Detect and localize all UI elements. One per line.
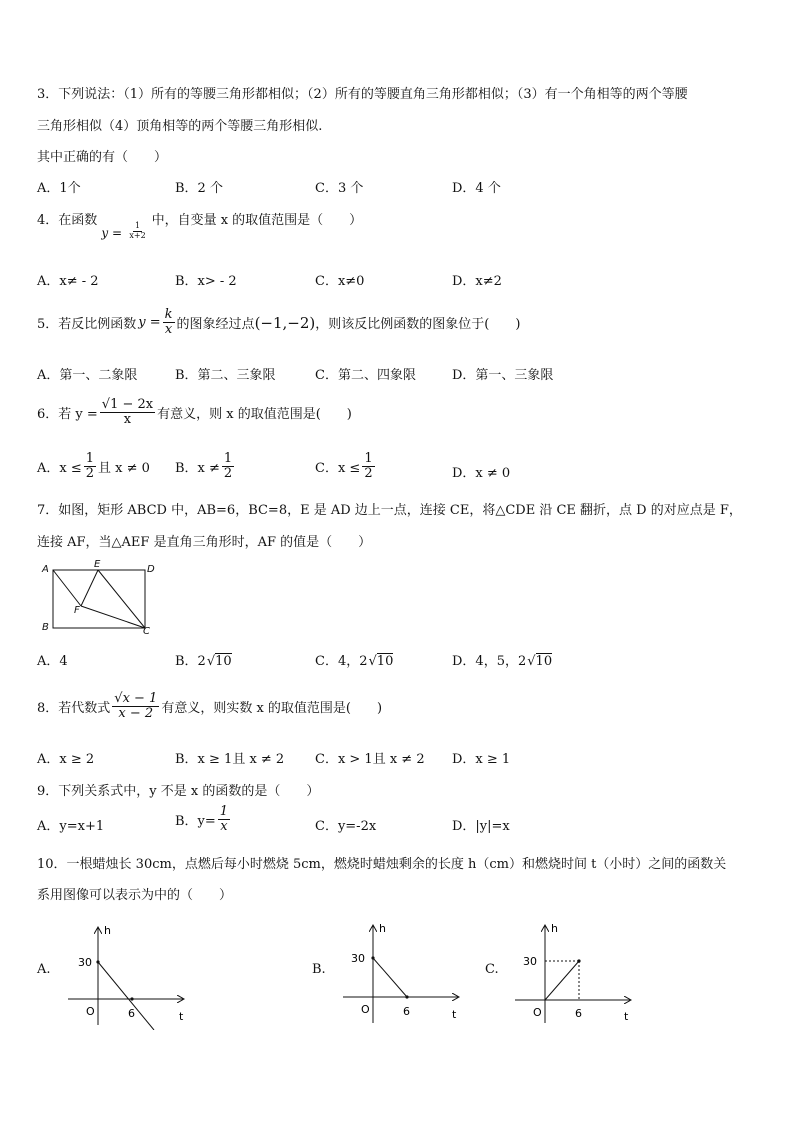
- q5-post: ，则该反比例函数的图象位于( ): [315, 317, 521, 333]
- q6-option-b-fraction: [222, 452, 234, 482]
- graph-c-label[interactable]: C.: [485, 962, 499, 977]
- graph-a-y-tick: 30: [78, 956, 92, 969]
- q7-option-a[interactable]: A．4: [37, 654, 68, 669]
- q9-option-d[interactable]: D．|y|=x: [452, 819, 510, 834]
- graph-b-line: [373, 958, 407, 997]
- graph-c-line: [545, 961, 579, 1000]
- q6-option-d[interactable]: D．x ≠ 0: [452, 466, 511, 481]
- graph-a-h-label: h: [104, 924, 111, 937]
- q5-mid: 的图象经过点: [176, 317, 255, 333]
- q5-point: (−1,−2): [254, 313, 316, 332]
- segment-fc: [81, 606, 145, 628]
- q6-option-a-post: 且 x ≠ 0: [98, 461, 150, 477]
- q8-option-c[interactable]: C．x > 1且 x ≠ 2: [315, 752, 425, 767]
- q7-line2: 连接 AF，当△AEF 是直角三角形时，AF 的值是（ ）: [37, 535, 372, 550]
- q8-stem: [37, 692, 382, 722]
- q7-option-c-radicand: 10: [376, 654, 394, 669]
- q5-option-d[interactable]: D．第一、三象限: [452, 368, 554, 383]
- label-f: F: [74, 605, 80, 616]
- q4-post: 中，自变量 x 的取值范围是（ ）: [151, 213, 363, 228]
- q7-options: [37, 650, 757, 670]
- q3-line3: 其中正确的有（ ）: [37, 150, 168, 165]
- q3-line1: 3．下列说法：（1）所有的等腰三角形都相似；（2）所有的等腰直角三角形都相似；（3）有一个角相等的两个等腰: [37, 87, 688, 102]
- q7-option-b-pre: B．2: [175, 654, 206, 669]
- q9-option-b-fraction: [218, 805, 230, 835]
- graph-b-h-label: h: [379, 922, 386, 935]
- graph-a-point-30: [96, 960, 99, 963]
- q6-stem: [37, 398, 352, 428]
- graph-c-origin: O: [533, 1006, 542, 1019]
- q5-option-a[interactable]: A．第一、二象限: [37, 368, 138, 383]
- q5-options: [37, 364, 757, 384]
- graph-a-t-label: t: [179, 1010, 184, 1023]
- q5-stem: [37, 308, 520, 338]
- q6-pre: 6．若 y =: [37, 407, 98, 423]
- q4-pre: 4．在函数: [37, 213, 98, 228]
- q8-option-d[interactable]: D．x ≥ 1: [452, 752, 511, 767]
- q4-option-b[interactable]: B．x> - 2: [175, 274, 237, 289]
- segment-ef: [81, 570, 98, 606]
- q9-option-b-den: x: [220, 819, 228, 835]
- label-e: E: [94, 560, 101, 570]
- graph-c-t-label: t: [624, 1010, 629, 1023]
- q5-pre: 5．若反比例函数: [37, 317, 137, 333]
- q8-formula-den: x − 2: [118, 706, 154, 722]
- label-d: D: [147, 564, 155, 575]
- q7-option-d-radicand: 10: [535, 654, 553, 669]
- q8-formula-fraction: [112, 692, 159, 722]
- graph-a-x-tick: 6: [128, 1007, 135, 1020]
- q6-option-b-pre: B．x ≠: [175, 461, 220, 477]
- q4-option-d[interactable]: D．x≠2: [452, 274, 502, 289]
- label-b: B: [42, 622, 49, 633]
- q6-option-a[interactable]: [37, 452, 150, 482]
- q3-option-d[interactable]: D．4 个: [452, 181, 501, 196]
- graph-b: [333, 918, 463, 1028]
- q7-line1: 7．如图，矩形 ABCD 中，AB=6，BC=8，E 是 AD 边上一点，连接 CE，将△CDE 沿 CE 翻折，点 D 的对应点是 F，: [37, 503, 742, 518]
- q4-formula-num: 1: [135, 221, 141, 230]
- q6-formula-den: x: [123, 412, 132, 428]
- rectangle-abcd: [53, 570, 145, 628]
- q4-formula-den: x+2: [129, 230, 146, 240]
- q5-formula-y: y =: [138, 315, 161, 331]
- q8-options: [37, 748, 757, 768]
- q3-options: [37, 177, 757, 197]
- graph-a-point-6: [130, 997, 133, 1000]
- q5-formula-den: x: [164, 322, 173, 338]
- graph-a-origin: O: [86, 1005, 95, 1018]
- q9-option-a[interactable]: A．y=x+1: [37, 819, 105, 834]
- q9-line: 9．下列关系式中，y 不是 x 的函数的是（ ）: [37, 784, 320, 799]
- q3-option-c[interactable]: C．3 个: [315, 181, 364, 196]
- q4-options: [37, 270, 757, 290]
- q4-option-a[interactable]: A．x≠ - 2: [37, 274, 99, 289]
- q6-option-a-fraction: [84, 452, 96, 482]
- q7-option-d[interactable]: D．4，5，2√10: [452, 654, 553, 669]
- q3-option-a[interactable]: A．1个: [37, 181, 81, 196]
- graph-a-line: [98, 962, 154, 1030]
- graph-b-x-tick: 6: [403, 1005, 410, 1018]
- q6-post: 有意义，则 x 的取值范围是( ): [157, 407, 352, 423]
- q5-option-c[interactable]: C．第二、四象限: [315, 368, 416, 383]
- graph-b-t-label: t: [452, 1008, 457, 1021]
- q7-option-b[interactable]: B．2√10: [175, 654, 232, 669]
- graph-b-point-6: [405, 995, 408, 998]
- graph-a: [58, 920, 188, 1030]
- q8-formula-num: √x − 1: [114, 691, 158, 706]
- q6-formula-num: √1 − 2x: [101, 397, 154, 412]
- graph-c: [505, 918, 635, 1028]
- q4-stem: [37, 209, 363, 240]
- q5-formula-fraction: [163, 308, 175, 338]
- q10-line2: 系用图像可以表示为中的（ ）: [37, 888, 233, 903]
- q9-options: [37, 805, 757, 841]
- q6-option-a-pre: A．x ≤: [37, 461, 82, 477]
- q5-option-b[interactable]: B．第二、三象限: [175, 368, 276, 383]
- graph-b-point-30: [371, 956, 374, 959]
- q7-option-c-pre: C．4，2: [315, 654, 368, 669]
- label-a: A: [42, 564, 49, 575]
- q9-option-b-pre: B．y=: [175, 814, 216, 830]
- q6-option-c-num: 1: [364, 451, 373, 466]
- label-c: C: [143, 626, 150, 635]
- q6-option-c-den: 2: [364, 466, 373, 482]
- q6-option-c-fraction: [362, 452, 374, 482]
- q6-option-a-den: 2: [85, 466, 95, 482]
- q6-option-b[interactable]: [175, 452, 236, 482]
- q4-option-c[interactable]: C．x≠0: [315, 274, 365, 289]
- q4-formula: [101, 210, 147, 240]
- q7-option-b-radicand: 10: [215, 654, 232, 669]
- graph-b-label[interactable]: B.: [312, 962, 326, 977]
- q8-pre: 8．若代数式: [37, 701, 111, 717]
- graph-b-y-tick: 30: [351, 952, 365, 965]
- graph-a-label[interactable]: A.: [37, 962, 51, 977]
- q9-option-b-num: 1: [219, 804, 229, 819]
- q7-option-c[interactable]: C．4，2√10: [315, 654, 394, 669]
- q6-formula-fraction: [100, 398, 155, 428]
- q7-rectangle-figure: [38, 560, 158, 635]
- q3-option-b[interactable]: B．2 个: [175, 181, 223, 196]
- q8-option-a[interactable]: A．x ≥ 2: [37, 752, 95, 767]
- q6-option-a-num: 1: [85, 451, 95, 466]
- q3-line2: 三角形相似（4）顶角相等的两个等腰三角形相似.: [37, 119, 323, 134]
- q6-option-c-pre: C．x ≤: [315, 461, 361, 477]
- q10-line1: 10．一根蜡烛长 30cm，点燃后每小时燃烧 5cm，燃烧时蜡烛剩余的长度 h（cm）和燃烧时间 t（小时）之间的函数关: [37, 857, 727, 872]
- q5-formula-num: k: [164, 307, 173, 322]
- q6-option-b-num: 1: [223, 451, 233, 466]
- segment-ec: [98, 570, 145, 628]
- q6-options: [37, 452, 757, 488]
- graph-c-h-label: h: [551, 922, 558, 935]
- graph-c-y-tick: 30: [523, 955, 537, 968]
- q9-option-b[interactable]: [175, 805, 232, 835]
- q8-option-b[interactable]: B．x ≥ 1且 x ≠ 2: [175, 752, 285, 767]
- q9-option-c[interactable]: C．y=-2x: [315, 819, 377, 834]
- q6-option-b-den: 2: [223, 466, 233, 482]
- q4-formula-fraction: [127, 222, 147, 241]
- graph-c-x-tick: 6: [575, 1007, 582, 1020]
- q6-option-c[interactable]: [315, 452, 377, 482]
- q8-post: 有意义，则实数 x 的取值范围是( ): [161, 701, 383, 717]
- q7-option-d-pre: D．4，5，2: [452, 654, 527, 669]
- graph-c-point-end: [577, 959, 580, 962]
- graph-b-origin: O: [361, 1003, 370, 1016]
- q4-formula-y: y =: [101, 226, 123, 240]
- segment-af: [53, 570, 81, 606]
